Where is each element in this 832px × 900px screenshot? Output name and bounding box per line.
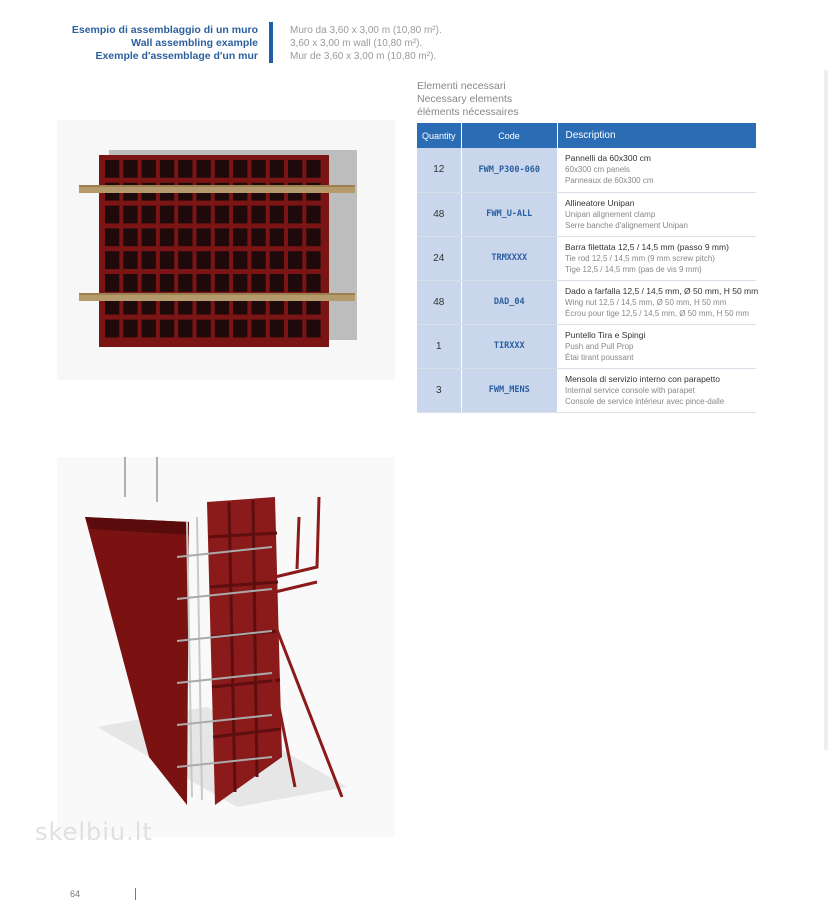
quantity-cell: 48 <box>417 280 461 324</box>
table-row <box>417 236 756 280</box>
wall-front-view-figure <box>57 120 395 380</box>
elements-heading-italian: Elementi necessari <box>417 80 506 92</box>
description-english: Unipan alignement clamp <box>565 209 656 219</box>
code-cell: DAD_04 <box>461 280 557 324</box>
description-italian: Puntello Tira e Spingi <box>565 329 646 340</box>
quantity-header: Quantity <box>417 123 461 148</box>
watermark: skelbiu.lt <box>35 818 153 846</box>
description-italian: Allineatore Unipan <box>565 197 635 208</box>
description-english: Push and Pull Prop <box>565 341 634 351</box>
table-row <box>417 148 756 192</box>
title-divider <box>269 22 273 63</box>
code-cell: FWM_U-ALL <box>461 192 557 236</box>
description-french: Étai tirant poussant <box>565 352 634 362</box>
code-cell: TRMXXXX <box>461 236 557 280</box>
title-italian: Esempio di assemblaggio di un muro <box>71 24 258 36</box>
description-french: Console de service intérieur avec pince-dalle <box>565 396 725 406</box>
title-french: Exemple d'assemblage d'un mur <box>95 50 258 62</box>
table-row <box>417 368 756 412</box>
table-row <box>417 324 756 368</box>
description-english: 60x300 cm panels <box>565 165 630 175</box>
subtitle-english: 3,60 x 3,00 m wall (10,80 m²). <box>290 38 423 49</box>
description-french: Serre banche d'alignement Unipan <box>565 220 688 230</box>
description-italian: Mensola di servizio interno con parapetto <box>565 373 720 384</box>
subtitle-french: Mur de 3,60 x 3,00 m (10,80 m²). <box>290 51 437 62</box>
description-french: Tige 12,5 / 14,5 mm (pas de vis 9 mm) <box>565 264 702 274</box>
wall-front-view-illustration <box>57 120 395 380</box>
description-cell <box>557 324 756 368</box>
code-cell: FWM_MENS <box>461 368 557 412</box>
description-french: Écrou pour tige 12,5 / 14,5 mm, Ø 50 mm, H 50 mm <box>565 308 750 318</box>
scrollbar-track <box>824 70 828 750</box>
description-cell <box>557 368 756 412</box>
code-cell: FWM_P300-060 <box>461 148 557 192</box>
wall-perspective-illustration <box>57 457 395 837</box>
parts-table <box>417 123 759 413</box>
description-header: Description <box>557 123 756 148</box>
page-number: 64 <box>70 889 81 899</box>
quantity-cell: 48 <box>417 192 461 236</box>
quantity-cell: 12 <box>417 148 461 192</box>
code-cell: TIRXXX <box>461 324 557 368</box>
subtitle-italian: Muro da 3,60 x 3,00 m (10,80 m²). <box>290 25 442 36</box>
description-cell <box>557 236 756 280</box>
title-english: Wall assembling example <box>131 37 258 49</box>
description-italian: Dado a farfalla 12,5 / 14,5 mm, Ø 50 mm, H 50 mm <box>565 285 759 296</box>
description-french: Panneaux de 60x300 cm <box>565 176 654 186</box>
wall-perspective-figure <box>57 457 395 837</box>
description-cell <box>557 280 759 324</box>
elements-heading-english: Necessary elements <box>417 93 513 105</box>
description-english: Internal service console with parapet <box>565 385 695 395</box>
description-english: Wing nut 12,5 / 14,5 mm, Ø 50 mm, H 50 mm <box>565 297 727 307</box>
table-row <box>417 280 756 324</box>
table-row <box>417 192 756 236</box>
table-header-row <box>417 123 756 148</box>
description-italian: Pannelli da 60x300 cm <box>565 153 652 164</box>
subtitle-block <box>290 24 442 63</box>
quantity-cell: 24 <box>417 236 461 280</box>
description-cell <box>557 192 756 236</box>
title-block <box>60 24 258 63</box>
elements-heading <box>417 80 519 119</box>
footer-divider <box>135 888 136 900</box>
description-english: Tie rod 12,5 / 14,5 mm (9 mm screw pitch) <box>565 253 715 263</box>
code-header: Code <box>461 123 557 148</box>
elements-heading-french: éléments nécessaires <box>417 106 519 118</box>
description-cell <box>557 148 756 192</box>
description-italian: Barra filettata 12,5 / 14,5 mm (passo 9 mm) <box>565 241 729 252</box>
quantity-cell: 1 <box>417 324 461 368</box>
quantity-cell: 3 <box>417 368 461 412</box>
